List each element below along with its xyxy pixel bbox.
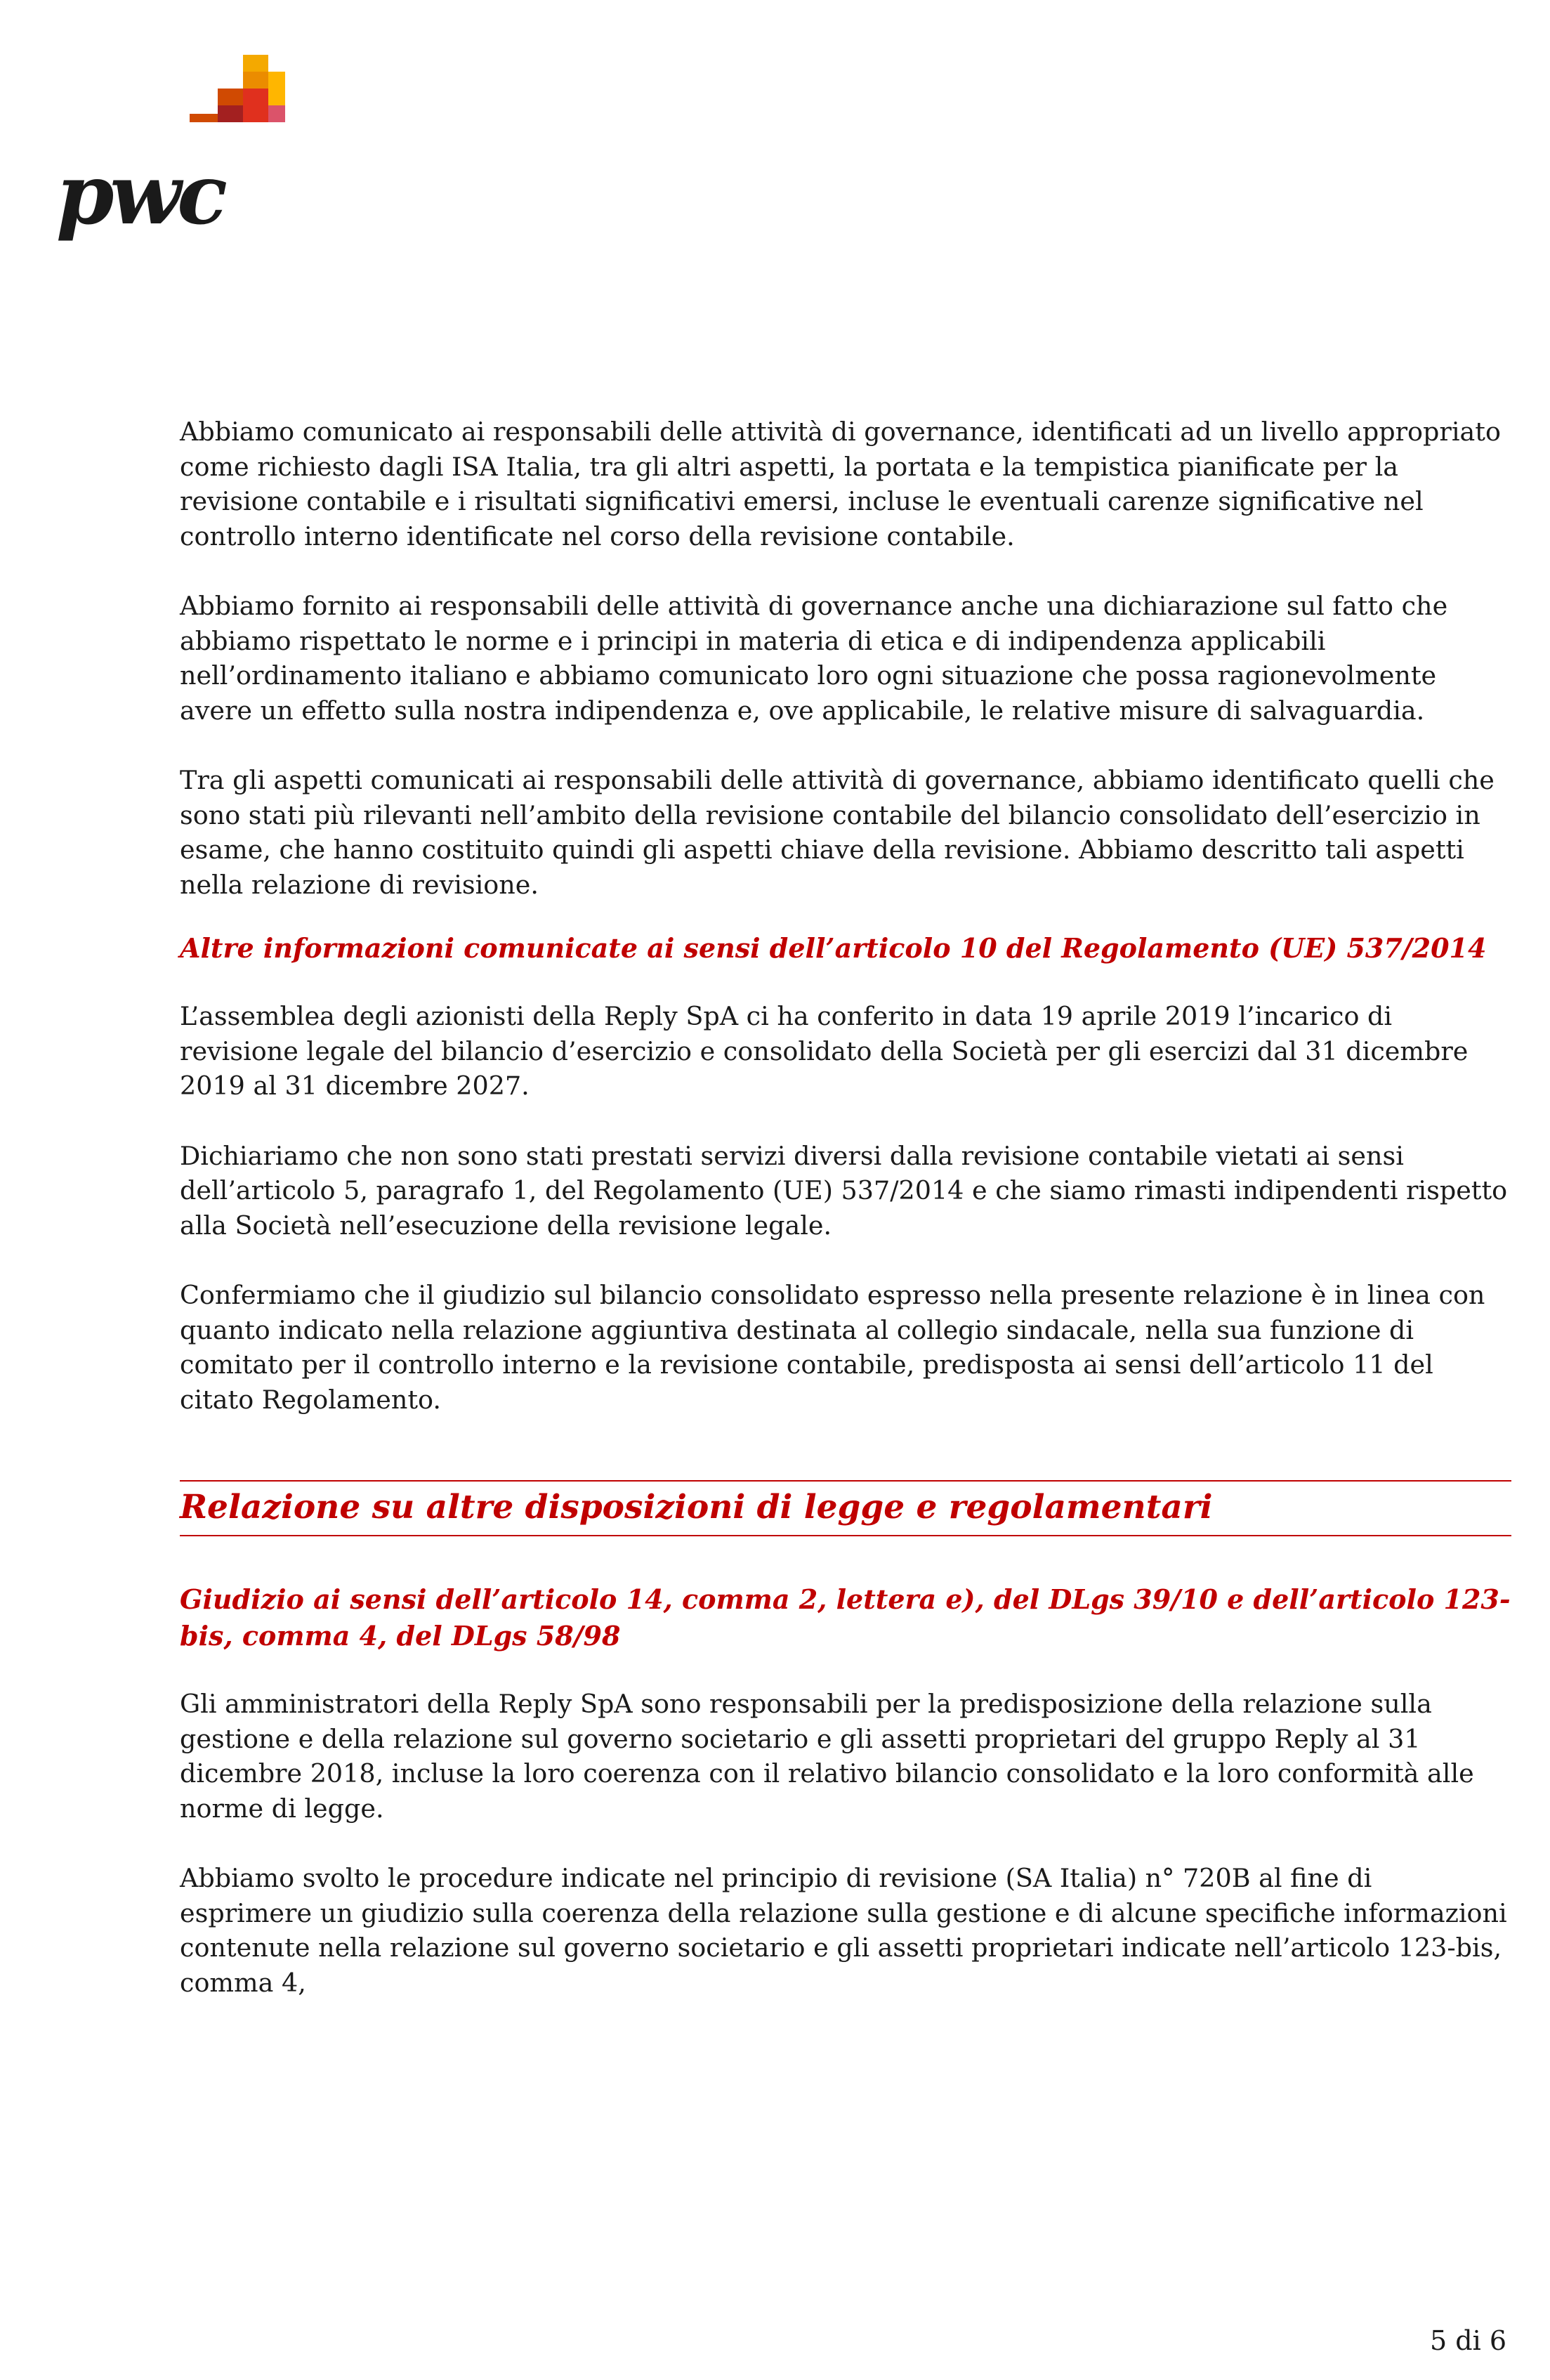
subheading-opinion: Giudizio ai sensi dell’articolo 14, comma 2, lettera e), del DLgs 39/10 e dell’articolo 123-bis, comma 4, del DLgs 58/98: [180, 1583, 1511, 1652]
section-header: [180, 1480, 1511, 1536]
pwc-logo-blocks-icon: [190, 55, 274, 125]
paragraph: Gli amministratori della Reply SpA sono responsabili per la predisposizione della relazione sulla gestione e della relazione sul governo societario e gli assetti proprietari del gruppo Reply al 31 dicembre 2018, incluse la loro coerenza con il relativo bilancio consolidato e la loro conformità alle norme di legge.: [180, 1689, 1474, 1824]
pwc-logo: [56, 55, 281, 243]
paragraph: Abbiamo fornito ai responsabili delle attività di governance anche una dichiarazione sul fatto che abbiamo rispettato le norme e i principi in materia di etica e di indipendenza applicabili nell’ordinamento italiano e abbiamo comunicato loro ogni situazione che possa ragionevolmente avere un effetto sulla nostra indipendenza e, ove applicabile, le relative misure di salvaguardia.: [180, 591, 1448, 726]
paragraph: Tra gli aspetti comunicati ai responsabili delle attività di governance, abbiamo identificato quelli che sono stati più rilevanti nell’ambito della revisione contabile del bilancio consolidato dell’esercizio in esame, che hanno costituito quindi gli aspetti chiave della revisione. Abbiamo descritto tali aspetti nella relazione di revisione.: [180, 765, 1495, 900]
paragraph: Abbiamo svolto le procedure indicate nel principio di revisione (SA Italia) n° 720B al fine di esprimere un giudizio sulla coerenza della relazione sulla gestione e di alcune specifiche informazioni contenute nella relazione sul governo societario e gli assetti proprietari indicate nell’articolo 123-bis, comma 4,: [180, 1863, 1507, 1998]
paragraph: L’assemblea degli azionisti della Reply SpA ci ha conferito in data 19 aprile 2019 l’incarico di revisione legale del bilancio d’esercizio e consolidato della Società per gli esercizi dal 31 dicembre 2019 al 31 dicembre 2027.: [180, 1001, 1469, 1101]
paragraph: Abbiamo comunicato ai responsabili delle attività di governance, identificati ad un livello appropriato come richiesto dagli ISA Italia, tra gli altri aspetti, la portata e la tempistica pianificate per la revisione contabile e i risultati significativi emersi, incluse le eventuali carenze significative nel controllo interno identificate nel corso della revisione contabile.: [180, 417, 1501, 551]
paragraph: Confermiamo che il giudizio sul bilancio consolidato espresso nella presente relazione è in linea con quanto indicato nella relazione aggiuntiva destinata al collegio sindacale, nella sua funzione di comitato per il controllo interno e la revisione contabile, predisposta ai sensi dell’articolo 11 del citato Regolamento.: [180, 1280, 1485, 1415]
subheading-other-info: Altre informazioni comunicate ai sensi dell’articolo 10 del Regolamento (UE) 537/2014: [180, 932, 1487, 964]
document-body: [180, 414, 1511, 2035]
page-number: 5 di 6: [1430, 2325, 1506, 2356]
section-title: Relazione su altre disposizioni di legge e regolamentari: [180, 1488, 1213, 1526]
pwc-logo-text: pwc: [56, 145, 223, 243]
paragraph: Dichiariamo che non sono stati prestati servizi diversi dalla revisione contabile vietati ai sensi dell’articolo 5, paragrafo 1, del Regolamento (UE) 537/2014 e che siamo rimasti indipendenti rispetto alla Società nell’esecuzione della revisione legale.: [180, 1140, 1508, 1241]
